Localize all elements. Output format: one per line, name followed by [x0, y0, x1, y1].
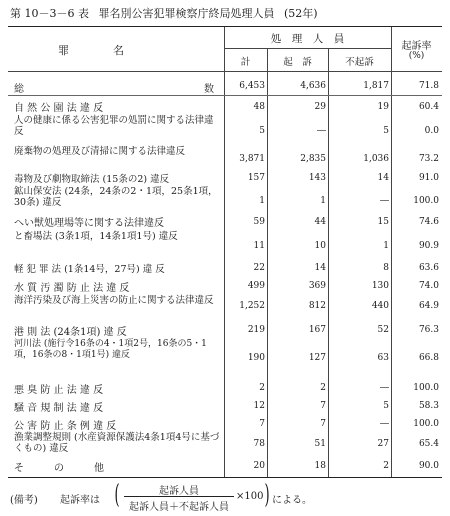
row-not-prosecuted: 1,036: [363, 154, 389, 164]
row-rate: 63.6: [418, 263, 439, 273]
row-name: 鉱山保安法 (24条，24条の2・1項，25条1項，30条) 違反: [14, 186, 218, 208]
total-not-prosecuted: 1,817: [363, 81, 389, 91]
header-crime: 罪 名: [58, 44, 124, 57]
row-prosecuted: 143: [308, 173, 326, 183]
row-rate: 100.0: [413, 383, 439, 393]
fraction-bar: [124, 496, 234, 497]
row-total: 20: [253, 461, 265, 471]
header-disposition: 処 理 人 員: [270, 33, 345, 45]
row-total: 1: [259, 196, 265, 206]
row-rate: 100.0: [413, 419, 439, 429]
row-not-prosecuted: 2: [383, 461, 389, 471]
footnote-prefix: 起訴率は: [60, 495, 100, 506]
fraction-denominator: 起訴人員＋不起訴人員: [129, 502, 229, 513]
total-prosecuted: 4,636: [300, 81, 326, 91]
row-rate: 58.3: [418, 401, 439, 411]
row-rate: 73.2: [418, 154, 439, 164]
row-rate: 74.0: [418, 281, 439, 291]
row-rate: 65.4: [418, 439, 439, 449]
row-name: 海洋汚染及び海上災害の防止に関する法律違反: [14, 295, 214, 306]
row-not-prosecuted: 63: [377, 353, 389, 363]
row-rate: 90.0: [418, 461, 439, 471]
row-prosecuted: 7: [320, 419, 326, 429]
page-title: [10, 5, 324, 21]
row-not-prosecuted: 15: [377, 217, 389, 227]
row-total: 59: [253, 217, 265, 227]
header-divider: [224, 48, 391, 49]
row-prosecuted: 10: [314, 241, 326, 251]
data-table: [8, 26, 442, 478]
header-not-prosecuted: 不起訴: [345, 57, 374, 68]
row-total: 12: [253, 401, 265, 411]
row-name: と畜場法 (3条1項，14条1項1号) 違反: [14, 231, 178, 242]
row-rate: 76.3: [418, 325, 439, 335]
row-prosecuted: 7: [320, 401, 326, 411]
total-label-left: 総: [14, 84, 24, 95]
row-not-prosecuted: 5: [383, 126, 389, 136]
header-total: 計: [240, 57, 251, 68]
row-total: 3,871: [239, 154, 265, 164]
row-name: 自 然 公 園 法 違 反: [14, 103, 104, 114]
row-total: 157: [247, 173, 265, 183]
row-prosecuted: 44: [314, 217, 326, 227]
row-total: 11: [253, 241, 265, 251]
row-prosecuted: 167: [308, 325, 326, 335]
row-prosecuted: 51: [314, 439, 326, 449]
row-total: 219: [247, 325, 265, 335]
table-year: (52年): [284, 7, 318, 20]
row-not-prosecuted: 1: [383, 241, 389, 251]
row-name: 悪 臭 防 止 法 違 反: [14, 385, 104, 396]
row-rate: 90.9: [418, 241, 439, 251]
row-rate: 66.8: [418, 353, 439, 363]
row-prosecuted: 2,835: [300, 154, 326, 164]
row-total: 48: [253, 102, 265, 112]
row-prosecuted: 1: [320, 196, 326, 206]
row-prosecuted: 2: [320, 383, 326, 393]
row-name: 騒 音 規 制 法 違 反: [14, 403, 104, 414]
row-total: 2: [259, 383, 265, 393]
row-total: 190: [247, 353, 265, 363]
header-rate: 起訴率: [401, 41, 432, 52]
row-name: 廃棄物の処理及び清掃に関する法律違反: [14, 146, 186, 157]
row-not-prosecuted: 130: [371, 281, 389, 291]
row-name: 漁業調整規則 (水産資源保護法4条1項4号に基づくもの) 違反: [14, 432, 220, 454]
row-name: へい獣処理場等に関する法律違反: [14, 218, 164, 229]
row-prosecuted: 812: [308, 301, 326, 311]
table-number: 第 10－3－6 表: [10, 7, 89, 20]
footnote-multiplier: ×100: [236, 491, 264, 502]
row-prosecuted: 14: [314, 263, 326, 273]
left-paren: (: [114, 480, 120, 510]
row-prosecuted: ―: [317, 126, 326, 136]
row-prosecuted: 18: [314, 461, 326, 471]
row-total: 499: [247, 281, 265, 291]
row-not-prosecuted: 52: [377, 325, 389, 335]
row-not-prosecuted: 19: [377, 102, 389, 112]
row-not-prosecuted: ―: [380, 419, 389, 429]
row-not-prosecuted: 8: [383, 263, 389, 273]
row-prosecuted: 369: [308, 281, 326, 291]
row-total: 1,252: [239, 301, 265, 311]
total-separator: [8, 95, 442, 96]
row-name: 軽 犯 罪 法 (1条14号，27号) 違 反: [14, 264, 165, 275]
row-name: 毒物及び劇物取締法 (15条の2) 違反: [14, 174, 170, 185]
row-not-prosecuted: ―: [380, 383, 389, 393]
row-rate: 74.6: [418, 217, 439, 227]
header-bottom-line: [8, 71, 442, 72]
header-rate-unit: (%): [408, 51, 425, 61]
row-rate: 0.0: [424, 126, 439, 136]
right-paren: ): [264, 480, 270, 510]
footnote: [10, 482, 440, 512]
header-prosecuted: 起 訴: [283, 57, 312, 68]
row-rate: 64.9: [418, 301, 439, 311]
footnote-suffix: による。: [272, 495, 312, 506]
row-total: 78: [253, 439, 265, 449]
total-label-right: 数: [204, 84, 214, 95]
row-rate: 91.0: [418, 173, 439, 183]
row-name: 港 則 法 (24条1項) 違 反: [14, 327, 127, 338]
row-not-prosecuted: 14: [377, 173, 389, 183]
row-not-prosecuted: 5: [383, 401, 389, 411]
row-total: 22: [253, 263, 265, 273]
footnote-label: (備考): [10, 495, 38, 506]
row-total: 5: [259, 126, 265, 136]
row-prosecuted: 127: [308, 353, 326, 363]
row-rate: 100.0: [413, 196, 439, 206]
fraction-numerator: 起訴人員: [159, 486, 199, 497]
row-name: 水 質 汚 濁 防 止 法 違 反: [14, 283, 130, 294]
total-total: 6,453: [239, 81, 265, 91]
row-name: 人の健康に係る公害犯罪の処罰に関する法律違反: [14, 115, 214, 137]
row-not-prosecuted: ―: [380, 196, 389, 206]
row-name: 公 害 防 止 条 例 違 反: [14, 421, 117, 432]
row-name: そ の 他: [14, 463, 104, 474]
table-title: 罪名別公害犯罪検察庁終局処理人員: [98, 7, 275, 20]
row-name: 河川法 (施行令16条の4・1項2号，16条の5・1項，16条の8・1項1号) 違反: [14, 339, 207, 360]
row-rate: 60.4: [418, 102, 439, 112]
row-prosecuted: 29: [314, 102, 326, 112]
row-not-prosecuted: 440: [371, 301, 389, 311]
row-total: 7: [259, 419, 265, 429]
row-not-prosecuted: 27: [377, 439, 389, 449]
total-rate: 71.8: [418, 81, 439, 91]
